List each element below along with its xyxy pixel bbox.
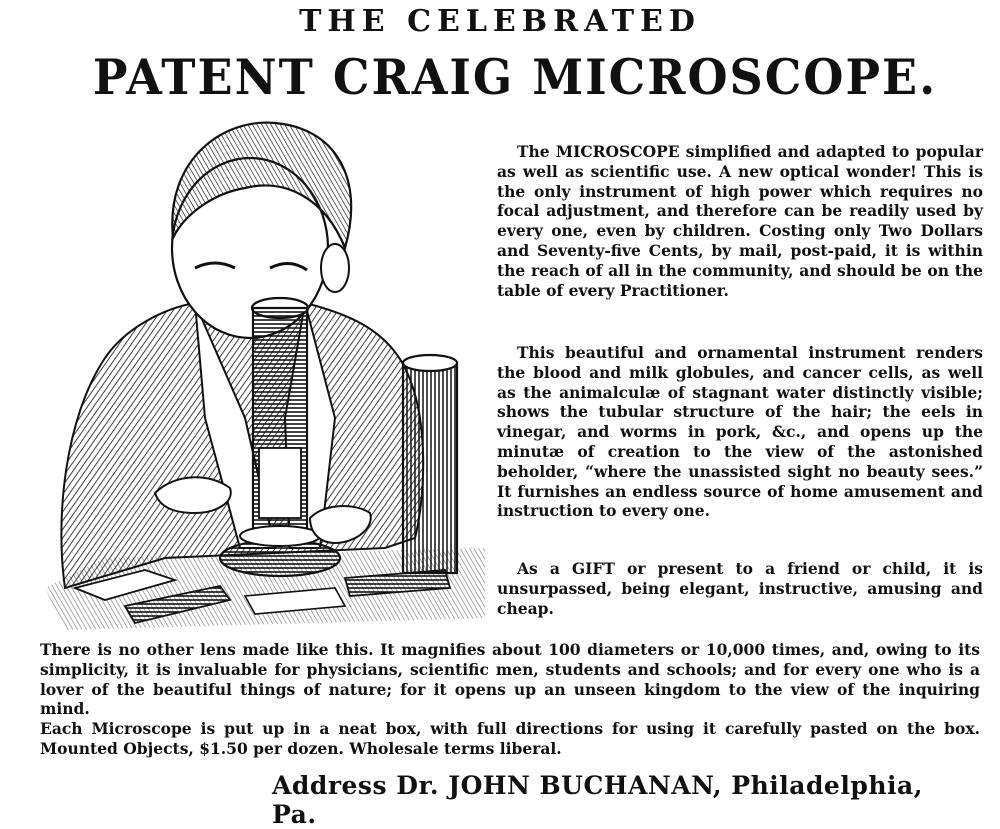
paragraph-packaging: [40, 719, 980, 759]
address-line: Address Dr. JOHN BUCHANAN, Philadelphia, Pa.: [272, 771, 923, 829]
paragraph-intro-text: The MICROSCOPE simplified and adapted to popular as well as scientific use. A new optical wonder! This is the only instrument of high power which requires no focal adjustment, and therefore can be readily used by every one, even by children. Costing only Two Dollars and Seventy-five Cents, by mail, post-paid, it is within the reach of all in the community, and should be on the table of every Practitioner.: [497, 142, 983, 300]
paragraph-description-text: This beautiful and ornamental instrument renders the blood and milk globules, and cancer cells, as well as the animalculæ of stagnant water distinctly visible; shows the tubular structure of the hair; the eels in vinegar, and worms in pork, &c., and opens up the minutæ of creation to the view of the astonished beholder, “where the unassisted sight no beauty sees.” It furnishes an endless source of home amusement and instruction to every one.: [497, 343, 983, 521]
engraving-boy-with-microscope-icon: [45, 118, 485, 630]
paragraph-lens: [40, 640, 980, 719]
header-the-celebrated: THE CELEBRATED: [299, 4, 701, 39]
paragraph-packaging-text: Each Microscope is put up in a neat box, with full directions for using it carefully pasted on the box. Mounted Objects, $1.50 per dozen. Wholesale terms liberal.: [40, 719, 980, 758]
paragraph-gift-text: As a GIFT or present to a friend or child, it is unsurpassed, being elegant, instructive, amusing and cheap.: [497, 559, 983, 618]
paragraph-description: [497, 343, 983, 521]
paragraph-lens-text: There is no other lens made like this. It magnifies about 100 diameters or 10,000 times, and, owing to its simplicity, it is invaluable for physicians, scientific men, students and schools; and for every one who is a lover of the beautiful things of nature; for it opens up an unseen kingdom to the view of the inquiring mind.: [40, 640, 980, 719]
paragraph-intro: [497, 142, 983, 300]
paragraph-gift: [497, 559, 983, 618]
header-title: PATENT CRAIG MICROSCOPE.: [92, 48, 938, 106]
